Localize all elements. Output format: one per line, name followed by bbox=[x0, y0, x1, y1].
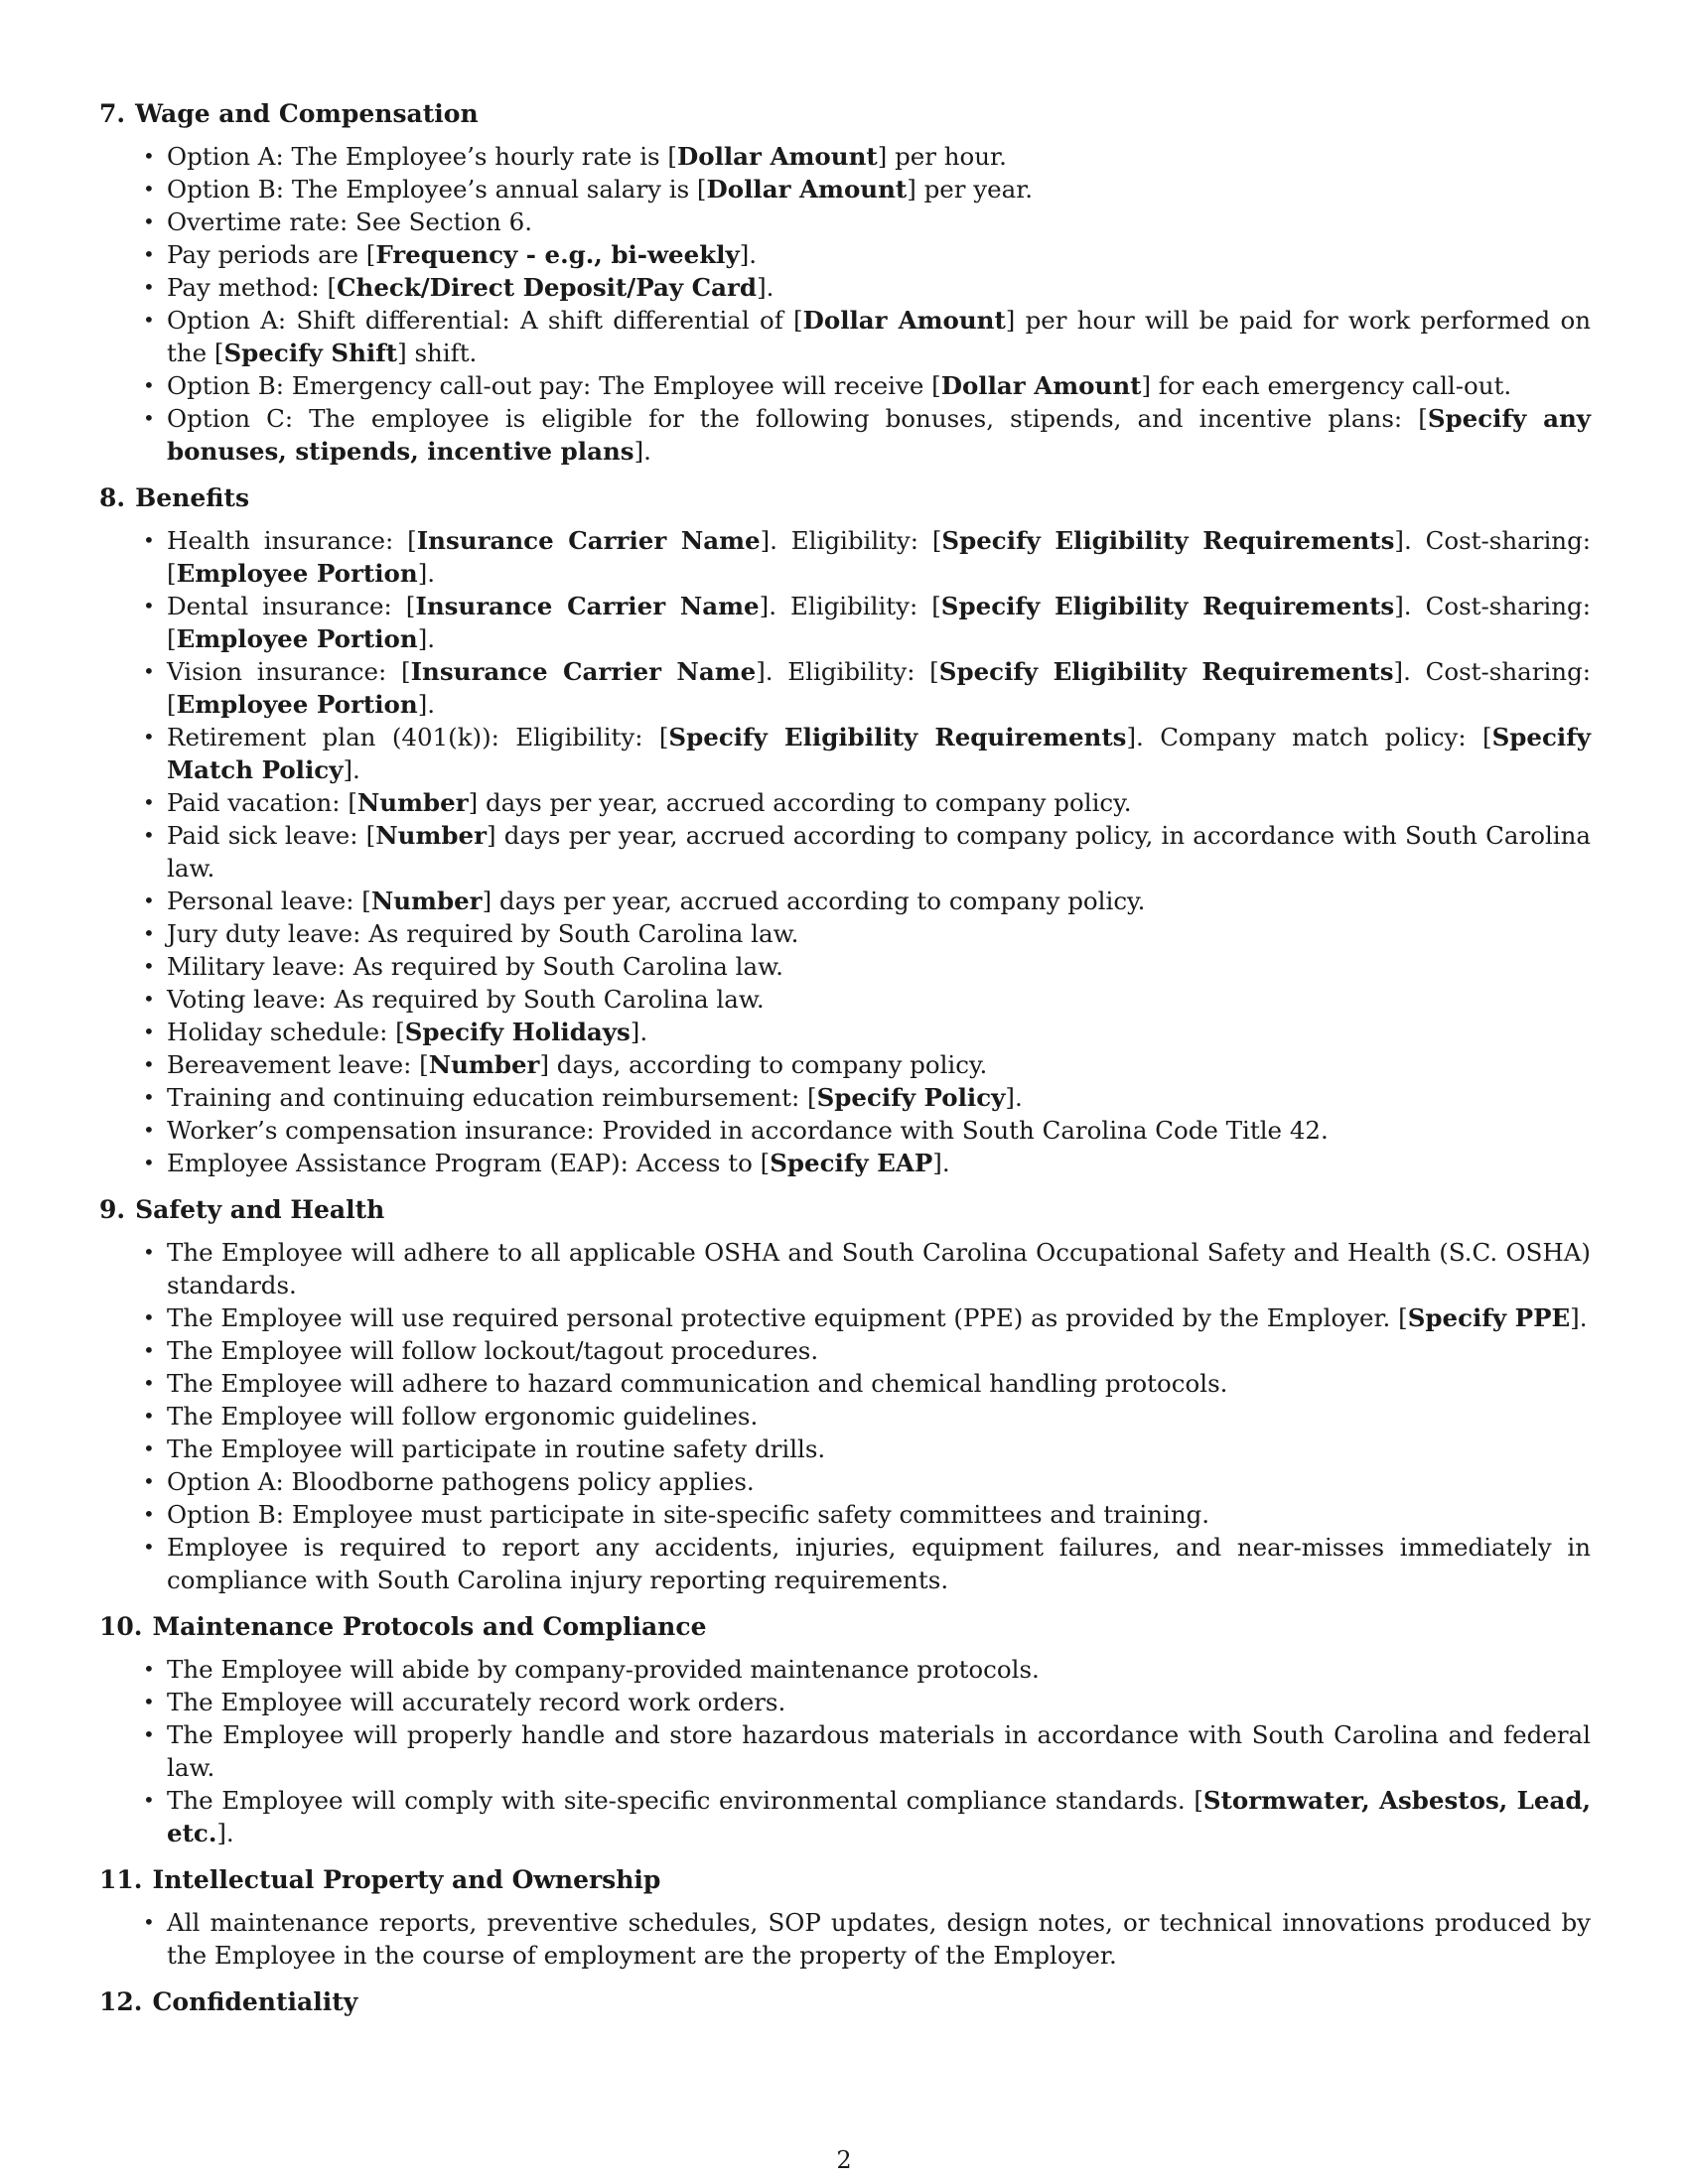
bullet-icon: • bbox=[143, 275, 155, 299]
item-text: ]. Eligibility: [ bbox=[756, 657, 939, 686]
placeholder-field: Specify Holidays bbox=[404, 1018, 631, 1046]
bullet-icon: • bbox=[143, 209, 155, 233]
bullet-icon: • bbox=[143, 1338, 155, 1362]
item-text: Option A: The Employee’s hourly rate is [ bbox=[167, 142, 677, 171]
placeholder-field: Number bbox=[356, 788, 469, 817]
list-item bbox=[99, 1016, 1591, 1048]
list-item bbox=[99, 369, 1591, 402]
section bbox=[99, 1985, 1591, 2018]
item-text: Voting leave: As required by South Carolina law. bbox=[167, 985, 765, 1014]
list-item bbox=[99, 1433, 1591, 1465]
list-item bbox=[99, 1784, 1591, 1849]
list-item bbox=[99, 590, 1591, 655]
item-text: Option A: Bloodborne pathogens policy applies. bbox=[167, 1467, 755, 1496]
document-page bbox=[99, 97, 1591, 2018]
bullet-icon: • bbox=[143, 1690, 155, 1713]
placeholder-field: Stormwater, Asbestos, Lead, etc. bbox=[167, 1786, 1591, 1847]
list-item bbox=[99, 1114, 1591, 1147]
item-text: Bereavement leave: [ bbox=[167, 1050, 429, 1079]
bullet-icon: • bbox=[143, 1469, 155, 1493]
placeholder-field: Employee Portion bbox=[176, 559, 418, 588]
placeholder-field: Number bbox=[375, 821, 487, 850]
list-item bbox=[99, 205, 1591, 238]
item-text: Option B: Employee must participate in site-specific safety committees and training. bbox=[167, 1500, 1210, 1529]
item-text: Jury duty leave: As required by South Carolina law. bbox=[167, 919, 799, 948]
bullet-list bbox=[99, 524, 1591, 1179]
placeholder-field: Employee Portion bbox=[176, 624, 418, 653]
bullet-icon: • bbox=[143, 823, 155, 847]
bullet-icon: • bbox=[143, 888, 155, 912]
list-item bbox=[99, 1906, 1591, 1972]
placeholder-field: Dollar Amount bbox=[940, 371, 1142, 400]
section bbox=[99, 1193, 1591, 1596]
placeholder-field: Check/Direct Deposit/Pay Card bbox=[337, 273, 758, 302]
list-item bbox=[99, 402, 1591, 468]
section-heading bbox=[99, 1985, 1591, 2018]
list-item bbox=[99, 1718, 1591, 1784]
item-text: ]. bbox=[1570, 1303, 1588, 1332]
placeholder-field: Dollar Amount bbox=[676, 142, 878, 171]
bullet-icon: • bbox=[143, 987, 155, 1011]
item-text: ] shift. bbox=[397, 339, 478, 367]
section-title: Safety and Health bbox=[135, 1195, 385, 1224]
item-text: The Employee will use required personal protective equipment (PPE) as provided by the Employer. [ bbox=[167, 1303, 1408, 1332]
item-text: ]. bbox=[1005, 1083, 1023, 1112]
placeholder-field: Specify Eligibility Requirements bbox=[940, 592, 1395, 620]
list-item bbox=[99, 1653, 1591, 1686]
placeholder-field: Insurance Carrier Name bbox=[416, 526, 761, 555]
bullet-icon: • bbox=[143, 1305, 155, 1329]
placeholder-field: Dollar Amount bbox=[706, 175, 908, 204]
bullet-icon: • bbox=[143, 790, 155, 814]
list-item bbox=[99, 1301, 1591, 1334]
bullet-icon: • bbox=[143, 242, 155, 266]
item-text: The Employee will adhere to hazard communication and chemical handling protocols. bbox=[167, 1369, 1228, 1398]
item-text: ]. Cost-sharing: [ bbox=[167, 592, 1591, 653]
placeholder-field: Number bbox=[370, 887, 483, 915]
item-text: ]. bbox=[417, 624, 436, 653]
item-text: Holiday schedule: [ bbox=[167, 1018, 405, 1046]
item-text: Paid vacation: [ bbox=[167, 788, 357, 817]
list-item bbox=[99, 304, 1591, 369]
section-number: 8. bbox=[99, 483, 126, 512]
item-text: ]. Cost-sharing: [ bbox=[167, 657, 1592, 719]
section-heading bbox=[99, 1863, 1591, 1896]
section-title: Maintenance Protocols and Compliance bbox=[152, 1612, 707, 1641]
item-text: ] days per year, accrued according to company policy. bbox=[482, 887, 1146, 915]
placeholder-field: Specify PPE bbox=[1407, 1303, 1571, 1332]
page-number: 2 bbox=[836, 2146, 852, 2174]
placeholder-field: Specify Eligibility Requirements bbox=[668, 723, 1127, 751]
list-item bbox=[99, 173, 1591, 205]
item-text: The Employee will properly handle and store hazardous materials in accordance with South Carolina and federal law. bbox=[167, 1720, 1591, 1782]
item-text: Overtime rate: See Section 6. bbox=[167, 207, 532, 236]
item-text: The Employee will participate in routine safety drills. bbox=[167, 1434, 826, 1463]
list-item bbox=[99, 1465, 1591, 1498]
list-item bbox=[99, 1334, 1591, 1367]
item-text: Option C: The employee is eligible for the following bonuses, stipends, and incentive plans: [ bbox=[167, 404, 1428, 433]
list-item bbox=[99, 1048, 1591, 1081]
bullet-icon: • bbox=[143, 406, 155, 430]
section-number: 7. bbox=[99, 99, 126, 128]
list-item bbox=[99, 983, 1591, 1016]
list-item bbox=[99, 140, 1591, 173]
item-text: ]. bbox=[739, 240, 758, 269]
item-text: Vision insurance: [ bbox=[167, 657, 411, 686]
list-item bbox=[99, 1686, 1591, 1718]
bullet-icon: • bbox=[143, 308, 155, 332]
item-text: Training and continuing education reimbursement: [ bbox=[167, 1083, 817, 1112]
item-text: ]. bbox=[932, 1149, 950, 1177]
item-text: Pay method: [ bbox=[167, 273, 338, 302]
placeholder-field: Specify Policy bbox=[816, 1083, 1006, 1112]
placeholder-field: Dollar Amount bbox=[802, 306, 1006, 335]
item-text: The Employee will follow ergonomic guidelines. bbox=[167, 1402, 759, 1431]
item-text: ] per year. bbox=[907, 175, 1034, 204]
bullet-icon: • bbox=[143, 1151, 155, 1174]
list-item bbox=[99, 1400, 1591, 1433]
item-text: Option B: Emergency call-out pay: The Employee will receive [ bbox=[167, 371, 941, 400]
placeholder-field: Specify Shift bbox=[223, 339, 398, 367]
item-text: ]. bbox=[417, 690, 436, 719]
placeholder-field: Specify Eligibility Requirements bbox=[938, 657, 1394, 686]
bullet-icon: • bbox=[143, 1502, 155, 1526]
bullet-icon: • bbox=[143, 1788, 155, 1812]
list-item bbox=[99, 1081, 1591, 1114]
item-text: ]. Cost-sharing: [ bbox=[167, 526, 1592, 588]
bullet-icon: • bbox=[143, 1371, 155, 1395]
item-text: The Employee will follow lockout/tagout procedures. bbox=[167, 1336, 819, 1365]
list-item bbox=[99, 721, 1591, 786]
list-item bbox=[99, 1236, 1591, 1301]
bullet-icon: • bbox=[143, 921, 155, 945]
bullet-icon: • bbox=[143, 594, 155, 617]
placeholder-field: Frequency - e.g., bi-weekly bbox=[375, 240, 740, 269]
bullet-icon: • bbox=[143, 1722, 155, 1746]
placeholder-field: Number bbox=[428, 1050, 540, 1079]
placeholder-field: Specify Eligibility Requirements bbox=[941, 526, 1395, 555]
bullet-list bbox=[99, 1906, 1591, 1972]
bullet-icon: • bbox=[143, 1910, 155, 1934]
item-text: ]. bbox=[417, 559, 436, 588]
bullet-list bbox=[99, 140, 1591, 468]
section-number: 9. bbox=[99, 1195, 126, 1224]
item-text: Option A: Shift differential: A shift differential of [ bbox=[167, 306, 803, 335]
item-text: Employee is required to report any accidents, injuries, equipment failures, and near-misses immediately in compliance with South Carolina injury reporting requirements. bbox=[167, 1533, 1591, 1594]
bullet-icon: • bbox=[143, 1657, 155, 1681]
section-title: Intellectual Property and Ownership bbox=[152, 1865, 661, 1894]
bullet-icon: • bbox=[143, 528, 155, 552]
bullet-icon: • bbox=[143, 954, 155, 978]
item-text: Pay periods are [ bbox=[167, 240, 376, 269]
section-number: 12. bbox=[99, 1987, 143, 2016]
item-text: ]. Eligibility: [ bbox=[759, 592, 941, 620]
section-title: Wage and Compensation bbox=[135, 99, 479, 128]
list-item bbox=[99, 271, 1591, 304]
bullet-icon: • bbox=[143, 1436, 155, 1460]
section bbox=[99, 1863, 1591, 1972]
section-heading bbox=[99, 1610, 1591, 1643]
placeholder-field: Insurance Carrier Name bbox=[415, 592, 760, 620]
section bbox=[99, 1610, 1591, 1849]
bullet-icon: • bbox=[143, 373, 155, 397]
item-text: ] for each emergency call-out. bbox=[1141, 371, 1512, 400]
list-item bbox=[99, 655, 1591, 721]
item-text: Health insurance: [ bbox=[167, 526, 417, 555]
item-text: Retirement plan (401(k)): Eligibility: [ bbox=[167, 723, 669, 751]
bullet-icon: • bbox=[143, 1404, 155, 1428]
section-heading bbox=[99, 481, 1591, 514]
bullet-icon: • bbox=[143, 1240, 155, 1264]
item-text: ]. Company match policy: [ bbox=[1126, 723, 1492, 751]
item-text: Paid sick leave: [ bbox=[167, 821, 376, 850]
bullet-icon: • bbox=[143, 725, 155, 749]
placeholder-field: Specify EAP bbox=[770, 1149, 933, 1177]
bullet-list bbox=[99, 1653, 1591, 1849]
item-text: Option B: The Employee’s annual salary is [ bbox=[167, 175, 707, 204]
placeholder-field: Employee Portion bbox=[176, 690, 418, 719]
bullet-icon: • bbox=[143, 1052, 155, 1076]
bullet-icon: • bbox=[143, 177, 155, 201]
item-text: ] per hour. bbox=[877, 142, 1007, 171]
bullet-icon: • bbox=[143, 1118, 155, 1142]
list-item bbox=[99, 819, 1591, 885]
list-item bbox=[99, 786, 1591, 819]
list-item bbox=[99, 1498, 1591, 1531]
list-item bbox=[99, 885, 1591, 917]
placeholder-field: Insurance Carrier Name bbox=[410, 657, 757, 686]
placeholder-field: Specify any bonuses, stipends, incentive plans bbox=[167, 404, 1591, 466]
bullet-icon: • bbox=[143, 1085, 155, 1109]
item-text: ]. bbox=[216, 1819, 234, 1847]
bullet-icon: • bbox=[143, 1020, 155, 1043]
list-item bbox=[99, 950, 1591, 983]
item-text: ] days per year, accrued according to company policy, in accordance with South Carolina law. bbox=[167, 821, 1591, 883]
item-text: Dental insurance: [ bbox=[167, 592, 416, 620]
bullet-icon: • bbox=[143, 144, 155, 168]
bullet-icon: • bbox=[143, 1535, 155, 1559]
bullet-list bbox=[99, 1236, 1591, 1596]
section-number: 10. bbox=[99, 1612, 143, 1641]
list-item bbox=[99, 238, 1591, 271]
item-text: The Employee will adhere to all applicable OSHA and South Carolina Occupational Safety and Health (S.C. OSHA) standards. bbox=[167, 1238, 1591, 1299]
item-text: ] per hour will be paid for work performed on the [ bbox=[167, 306, 1592, 367]
section bbox=[99, 97, 1591, 468]
list-item bbox=[99, 917, 1591, 950]
item-text: ]. bbox=[630, 1018, 648, 1046]
section-title: Confidentiality bbox=[152, 1987, 358, 2016]
item-text: The Employee will comply with site-specific environmental compliance standards. [ bbox=[167, 1786, 1203, 1815]
item-text: The Employee will accurately record work orders. bbox=[167, 1688, 786, 1716]
list-item bbox=[99, 1531, 1591, 1596]
item-text: ]. bbox=[633, 437, 651, 466]
item-text: Worker’s compensation insurance: Provided in accordance with South Carolina Code Title 42. bbox=[167, 1116, 1329, 1145]
item-text: Employee Assistance Program (EAP): Access to [ bbox=[167, 1149, 771, 1177]
item-text: ]. bbox=[343, 755, 360, 784]
list-item bbox=[99, 1367, 1591, 1400]
placeholder-field: Specify Match Policy bbox=[167, 723, 1591, 784]
item-text: All maintenance reports, preventive schedules, SOP updates, design notes, or technical innovations produced by the Employee in the course of employment are the property of the Employer. bbox=[167, 1908, 1591, 1970]
item-text: ]. Eligibility: [ bbox=[760, 526, 942, 555]
bullet-icon: • bbox=[143, 659, 155, 683]
section-number: 11. bbox=[99, 1865, 143, 1894]
item-text: Military leave: As required by South Carolina law. bbox=[167, 952, 783, 981]
list-item bbox=[99, 1147, 1591, 1179]
item-text: ] days per year, accrued according to company policy. bbox=[468, 788, 1132, 817]
list-item bbox=[99, 524, 1591, 590]
item-text: ] days, according to company policy. bbox=[539, 1050, 988, 1079]
section-heading bbox=[99, 1193, 1591, 1226]
item-text: ]. bbox=[757, 273, 774, 302]
section bbox=[99, 481, 1591, 1179]
section-heading bbox=[99, 97, 1591, 130]
section-title: Benefits bbox=[135, 483, 250, 512]
item-text: Personal leave: [ bbox=[167, 887, 371, 915]
item-text: The Employee will abide by company-provided maintenance protocols. bbox=[167, 1655, 1040, 1684]
